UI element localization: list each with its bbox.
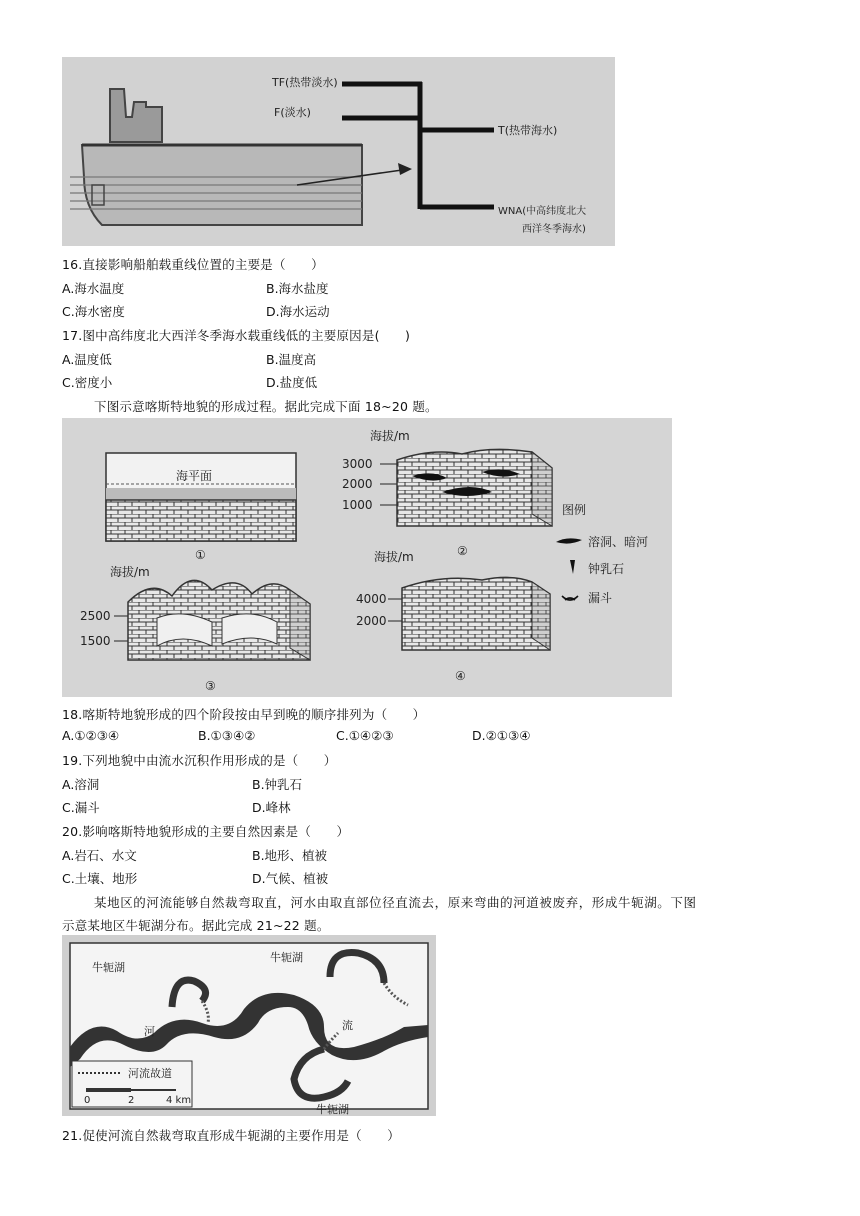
label-river-2: 流	[342, 1019, 353, 1032]
legend-sinkhole: 漏斗	[588, 591, 613, 605]
oxbow-lake-map	[62, 935, 436, 1116]
q18-option-c[interactable]: C.①④②③	[336, 728, 394, 743]
label-t: T(热带海水)	[498, 124, 558, 137]
intro-21-22-line1: 某地区的河流能够自然裁弯取直，河水由取直部位径直流去，原来弯曲的河道被废弃，形成牛轭湖。下图	[94, 895, 697, 910]
label-f: F(淡水)	[274, 106, 311, 119]
ship-load-line-figure	[62, 57, 615, 246]
legend-title: 图例	[562, 503, 587, 517]
q20-option-a[interactable]: A.岩石、水文	[62, 848, 137, 863]
q19-option-b[interactable]: B.钟乳石	[252, 777, 303, 792]
legend-stalactite: 钟乳石	[588, 562, 625, 576]
tick-2000-a: 2000	[342, 477, 373, 491]
alt-label-3: 海拔/m	[110, 565, 150, 579]
q20-option-b[interactable]: B.地形、植被	[252, 848, 328, 863]
label-sea-level: 海平面	[176, 469, 213, 483]
q18-option-a[interactable]: A.①②③④	[62, 728, 120, 743]
legend-former-channel: 河流故道	[128, 1067, 172, 1080]
q20-option-d[interactable]: D.气候、植被	[252, 871, 329, 886]
scale-2: 2	[128, 1095, 135, 1106]
tick-4000: 4000	[356, 592, 387, 606]
ship-load-line-diagram	[62, 57, 615, 246]
scale-4km: 4 km	[166, 1095, 192, 1106]
q18-option-b[interactable]: B.①③④②	[198, 728, 256, 743]
scale-0: 0	[84, 1095, 91, 1106]
q19-option-d[interactable]: D.峰林	[252, 800, 291, 815]
label-lake-2: 牛轭湖	[270, 951, 303, 964]
intro-18-20: 下图示意喀斯特地貌的形成过程。据此完成下面 18~20 题。	[94, 399, 438, 414]
stage-4-number: ④	[455, 669, 466, 683]
intro-21-22-line2: 示意某地区牛轭湖分布。据此完成 21~22 题。	[62, 918, 330, 933]
oxbow-lake-figure	[62, 935, 436, 1116]
q16-option-a[interactable]: A.海水温度	[62, 281, 125, 296]
label-lake-1: 牛轭湖	[92, 961, 125, 974]
stage-1-number: ①	[195, 548, 206, 562]
question-21-stem: 21.促使河流自然裁弯取直形成牛轭湖的主要作用是（ ）	[62, 1128, 400, 1143]
q17-option-d[interactable]: D.盐度低	[266, 375, 318, 390]
q17-option-c[interactable]: C.密度小	[62, 375, 113, 390]
label-lake-3: 牛轭湖	[316, 1103, 349, 1116]
q17-option-a[interactable]: A.温度低	[62, 352, 112, 367]
alt-label-2: 海拔/m	[370, 429, 410, 443]
question-19-stem: 19.下列地貌中由流水沉积作用形成的是（ ）	[62, 753, 337, 768]
q16-option-b[interactable]: B.海水盐度	[266, 281, 329, 296]
karst-process-diagram	[62, 418, 672, 697]
tick-2500: 2500	[80, 609, 111, 623]
tick-1500: 1500	[80, 634, 111, 648]
tick-3000: 3000	[342, 457, 373, 471]
karst-process-figure	[62, 418, 672, 697]
question-17-stem: 17.图中高纬度北大西洋冬季海水载重线低的主要原因是( )	[62, 328, 411, 343]
q20-option-c[interactable]: C.土壤、地形	[62, 871, 138, 886]
question-18-stem: 18.喀斯特地貌形成的四个阶段按由早到晚的顺序排列为（ ）	[62, 707, 426, 722]
question-16-stem: 16.直接影响船舶载重线位置的主要是（ ）	[62, 257, 324, 272]
tick-1000: 1000	[342, 498, 373, 512]
label-river-1: 河	[144, 1025, 155, 1038]
tick-2000-b: 2000	[356, 614, 387, 628]
alt-label-4: 海拔/m	[374, 550, 414, 564]
q19-option-c[interactable]: C.漏斗	[62, 800, 100, 815]
q17-option-b[interactable]: B.温度高	[266, 352, 317, 367]
label-tf: TF(热带淡水)	[272, 76, 338, 89]
label-wna-1: WNA(中高纬度北大	[498, 206, 587, 217]
q16-option-d[interactable]: D.海水运动	[266, 304, 330, 319]
q16-option-c[interactable]: C.海水密度	[62, 304, 125, 319]
stage-3-number: ③	[205, 679, 216, 693]
question-20-stem: 20.影响喀斯特地貌形成的主要自然因素是（ ）	[62, 824, 350, 839]
stage-2-number: ②	[457, 544, 468, 558]
label-wna-2: 西洋冬季海水)	[522, 224, 586, 235]
legend-cave: 溶洞、暗河	[588, 535, 649, 549]
q19-option-a[interactable]: A.溶洞	[62, 777, 100, 792]
q18-option-d[interactable]: D.②①③④	[472, 728, 531, 743]
